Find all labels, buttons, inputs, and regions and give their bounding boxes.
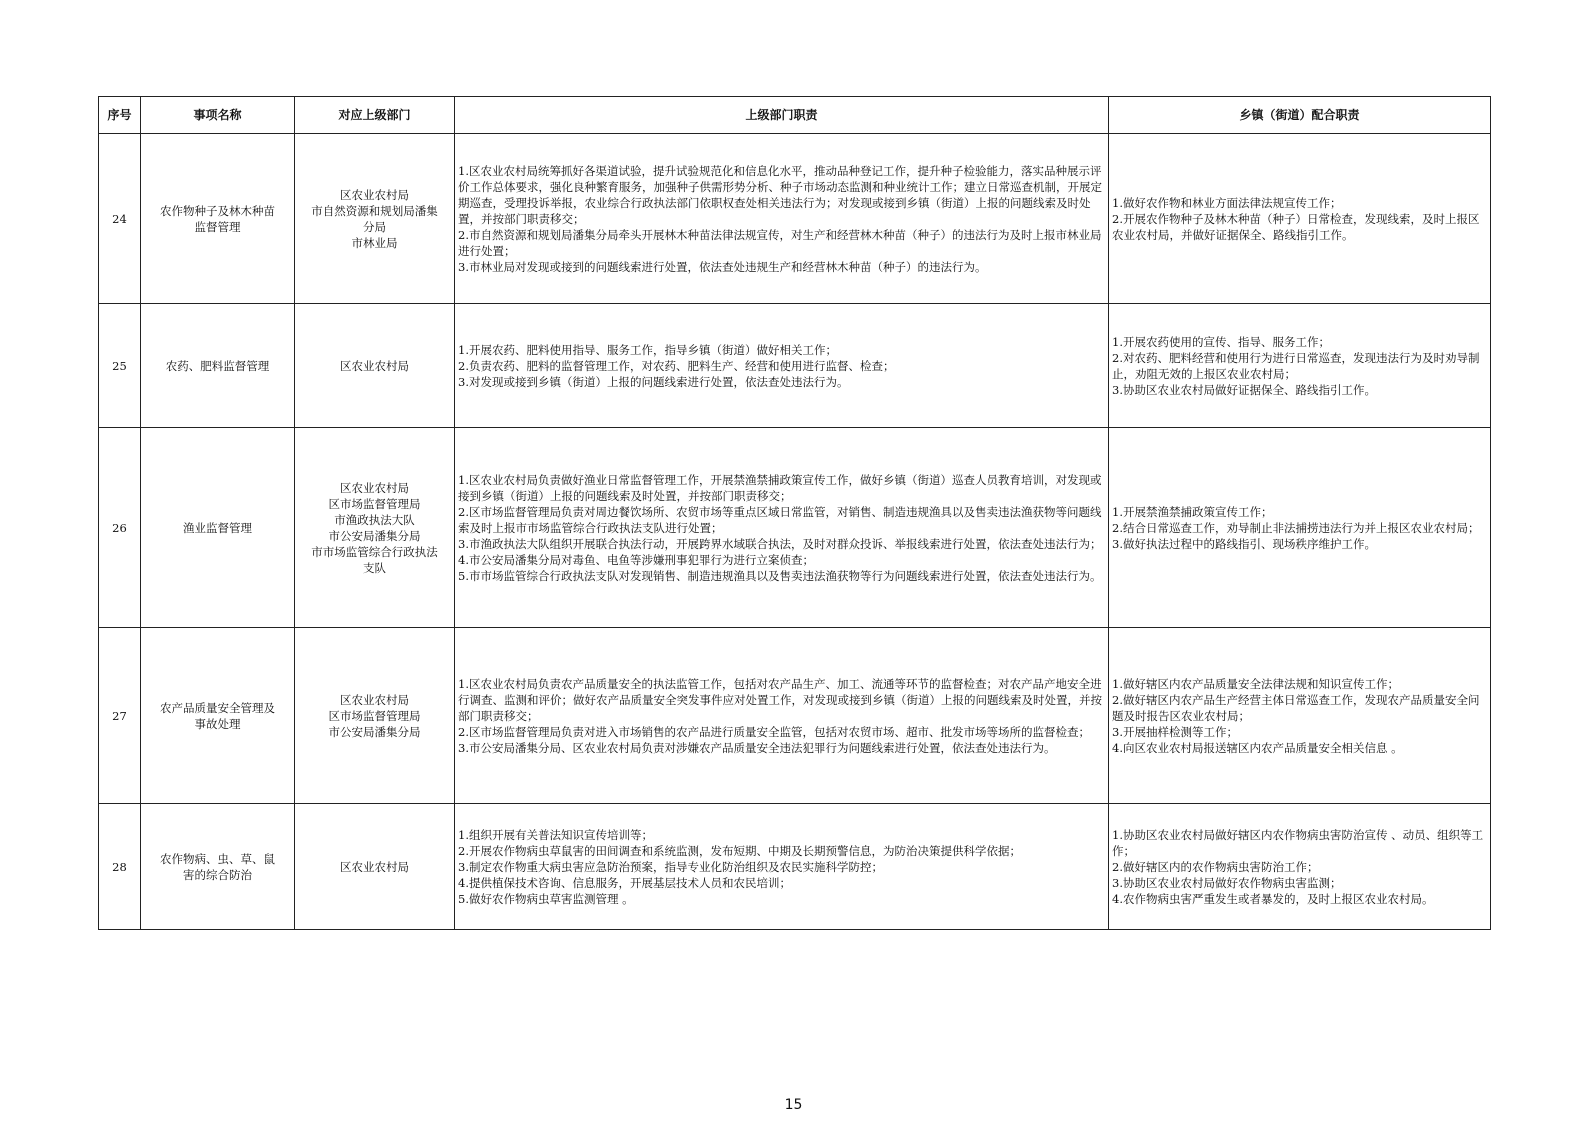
superior-duties-line: 3.市林业局对发现或接到的问题线索进行处置，依法查处违规生产和经营林木种苗（种子）的违法行为。 — [458, 259, 987, 274]
superior-duties-line: 1.区农业农村局负责农产品质量安全的执法监管工作，包括对农产品生产、加工、流通等环节的监督检查；对农产品产地安全进行调查、监测和评价；做好农产品质量安全突发事件应对处置工作，对发现或接到乡镇（街道）上报的问题线索及时处置，并按部门职责移交； — [458, 676, 1102, 723]
superior-duties — [455, 804, 1109, 930]
town-duties-line: 2.做好辖区内的农作物病虫害防治工作； — [1112, 859, 1319, 874]
superior-department-line: 市公安局潘集分局 — [328, 724, 421, 739]
header-town: 乡镇（街道）配合职责 — [1109, 97, 1491, 134]
town-duties-line: 3.协助区农业农村局做好农作物病虫害监测； — [1112, 875, 1342, 890]
item-name-line: 农药、肥料监督管理 — [165, 358, 270, 373]
superior-department-line: 分局 — [363, 219, 386, 234]
superior-duties-line: 3.对发现或接到乡镇（街道）上报的问题线索进行处置，依法查处违法行为。 — [458, 374, 849, 389]
item-name — [141, 134, 295, 304]
superior-duties-line: 1.开展农药、肥料使用指导、服务工作，指导乡镇（街道）做好相关工作； — [458, 342, 837, 357]
town-duties-line: 1.协助区农业农村局做好辖区内农作物病虫害防治宣传 、动员、组织等工作； — [1112, 827, 1484, 858]
superior-department-line: 市渔政执法大队 — [334, 512, 415, 527]
town-duties — [1109, 628, 1491, 804]
item-name-line: 事故处理 — [194, 716, 241, 731]
superior-department-line: 区农业农村局 — [340, 358, 409, 373]
row-number: 25 — [99, 304, 141, 428]
superior-department-line: 区市场监督管理局 — [328, 496, 421, 511]
item-name-line: 监督管理 — [194, 219, 241, 234]
duties-table — [98, 96, 1491, 930]
table-row — [99, 804, 1491, 930]
superior-duties-line: 2.区市场监督管理局负责对进入市场销售的农产品进行质量安全监管，包括对农贸市场、超市、批发市场等场所的监督检查； — [458, 724, 1090, 739]
item-name-line: 农作物病、虫、草、鼠 — [160, 851, 275, 866]
superior-department-line: 区农业农村局 — [340, 480, 409, 495]
superior-duties-line: 2.区市场监督管理局负责对周边餐饮场所、农贸市场等重点区域日常监管，对销售、制造违规渔具以及售卖违法渔获物等问题线索及时上报市市场监管综合行政执法支队进行处置； — [458, 504, 1102, 535]
superior-duties-line: 5.市市场监管综合行政执法支队对发现销售、制造违规渔具以及售卖违法渔获物等行为问题线索进行处置，依法查处违法行为。 — [458, 568, 1102, 583]
town-duties-line: 1.做好农作物和林业方面法律法规宣传工作； — [1112, 195, 1342, 210]
superior-duties-line: 1.区农业农村局负责做好渔业日常监督管理工作，开展禁渔禁捕政策宣传工作，做好乡镇（街道）巡查人员教育培训，对发现或接到乡镇（街道）上报的问题线索及时处置，并按部门职责移交； — [458, 472, 1102, 503]
superior-department-line: 区农业农村局 — [340, 187, 409, 202]
town-duties-line: 2.对农药、肥料经营和使用行为进行日常巡查，发现违法行为及时劝导制止，劝阻无效的上报区农业农村局； — [1112, 350, 1480, 381]
row-number: 27 — [99, 628, 141, 804]
superior-department-line: 市自然资源和规划局潘集 — [311, 203, 438, 218]
town-duties-line: 3.做好执法过程中的路线指引、现场秩序维护工作。 — [1112, 536, 1376, 551]
superior-duties-line: 1.组织开展有关普法知识宣传培训等； — [458, 827, 653, 842]
table-body — [99, 134, 1491, 930]
superior-duties-line: 2.市自然资源和规划局潘集分局牵头开展林木种苗法律法规宣传，对生产和经营林木种苗（种子）的违法行为及时上报市林业局进行处置； — [458, 227, 1102, 258]
table-row — [99, 628, 1491, 804]
superior-department-line: 区农业农村局 — [340, 692, 409, 707]
superior-duties-line: 4.提供植保技术咨询、信息服务，开展基层技术人员和农民培训； — [458, 875, 791, 890]
row-number: 28 — [99, 804, 141, 930]
town-duties-line: 1.开展禁渔禁捕政策宣传工作； — [1112, 504, 1273, 519]
superior-department-line: 区市场监督管理局 — [328, 708, 421, 723]
superior-duties-line: 1.区农业农村局统筹抓好各渠道试验，提升试验规范化和信息化水平，推动品种登记工作，提升种子检验能力，落实品种展示评价工作总体要求，强化良种繁育服务，加强种子供需形势分析、种子市场动态监测和种业统计工作；建立日常巡查机制，开展定期巡查，受理投诉举报，农业综合行政执法部门依职权查处相关违法行为；对发现或接到乡镇（街道）上报的问题线索及时处置，并按部门职责移交； — [458, 163, 1102, 226]
town-duties-line: 2.开展农作物种子及林木种苗（种子）日常检查，发现线索，及时上报区农业农村局，并做好证据保全、路线指引工作。 — [1112, 211, 1480, 242]
superior-department-line: 市林业局 — [351, 235, 398, 250]
superior-duties — [455, 628, 1109, 804]
superior-duties-line: 5.做好农作物病虫草害监测管理 。 — [458, 891, 634, 906]
superior-duties — [455, 428, 1109, 628]
superior-duties-line: 3.市公安局潘集分局、区农业农村局负责对涉嫌农产品质量安全违法犯罪行为问题线索进行处置，依法查处违法行为。 — [458, 740, 1056, 755]
table-row — [99, 428, 1491, 628]
town-duties — [1109, 804, 1491, 930]
item-name — [141, 428, 295, 628]
table-row — [99, 134, 1491, 304]
town-duties-line: 1.开展农药使用的宣传、指导、服务工作； — [1112, 334, 1330, 349]
superior-department — [295, 628, 455, 804]
superior-department-line: 支队 — [363, 560, 386, 575]
superior-department-line: 市市场监管综合行政执法 — [311, 544, 438, 559]
superior-department — [295, 804, 455, 930]
superior-department-line: 市公安局潘集分局 — [328, 528, 421, 543]
item-name-line: 农作物种子及林木种苗 — [160, 203, 275, 218]
town-duties — [1109, 428, 1491, 628]
town-duties — [1109, 134, 1491, 304]
town-duties-line: 4.向区农业农村局报送辖区内农产品质量安全相关信息 。 — [1112, 740, 1403, 755]
header-superior: 上级部门职责 — [455, 97, 1109, 134]
town-duties-line: 2.做好辖区内农产品生产经营主体日常巡查工作，发现农产品质量安全问题及时报告区农业农村局； — [1112, 692, 1480, 723]
superior-duties — [455, 304, 1109, 428]
town-duties-line: 3.开展抽样检测等工作； — [1112, 724, 1238, 739]
town-duties-line: 1.做好辖区内农产品质量安全法律法规和知识宣传工作； — [1112, 676, 1399, 691]
superior-department — [295, 304, 455, 428]
header-dept: 对应上级部门 — [295, 97, 455, 134]
item-name-line: 农产品质量安全管理及 — [160, 700, 275, 715]
header-row — [99, 97, 1491, 134]
header-num: 序号 — [99, 97, 141, 134]
superior-duties — [455, 134, 1109, 304]
item-name — [141, 628, 295, 804]
item-name-line: 害的综合防治 — [183, 867, 252, 882]
item-name — [141, 804, 295, 930]
superior-duties-line: 3.制定农作物重大病虫害应急防治预案，指导专业化防治组织及农民实施科学防控； — [458, 859, 883, 874]
page-number: 15 — [784, 1097, 803, 1113]
town-duties-line: 2.结合日常巡查工作，劝导制止非法捕捞违法行为并上报区农业农村局； — [1112, 520, 1480, 535]
superior-department-line: 区农业农村局 — [340, 859, 409, 874]
item-name-line: 渔业监督管理 — [183, 520, 252, 535]
header-name: 事项名称 — [141, 97, 295, 134]
row-number: 26 — [99, 428, 141, 628]
superior-department — [295, 428, 455, 628]
town-duties-line: 3.协助区农业农村局做好证据保全、路线指引工作。 — [1112, 382, 1376, 397]
table-row — [99, 304, 1491, 428]
superior-duties-line: 3.市渔政执法大队组织开展联合执法行动，开展跨界水域联合执法，及时对群众投诉、举报线索进行处置，依法查处违法行为； — [458, 536, 1102, 551]
town-duties-line: 4.农作物病虫害严重发生或者暴发的，及时上报区农业农村局。 — [1112, 891, 1434, 906]
item-name — [141, 304, 295, 428]
row-number: 24 — [99, 134, 141, 304]
town-duties — [1109, 304, 1491, 428]
superior-duties-line: 2.开展农作物病虫草鼠害的田间调查和系统监测，发布短期、中期及长期预警信息，为防治决策提供科学依据； — [458, 843, 1021, 858]
superior-duties-line: 4.市公安局潘集分局对毒鱼、电鱼等涉嫌刑事犯罪行为进行立案侦查； — [458, 552, 814, 567]
superior-department — [295, 134, 455, 304]
superior-duties-line: 2.负责农药、肥料的监督管理工作，对农药、肥料生产、经营和使用进行监督、检查； — [458, 358, 895, 373]
